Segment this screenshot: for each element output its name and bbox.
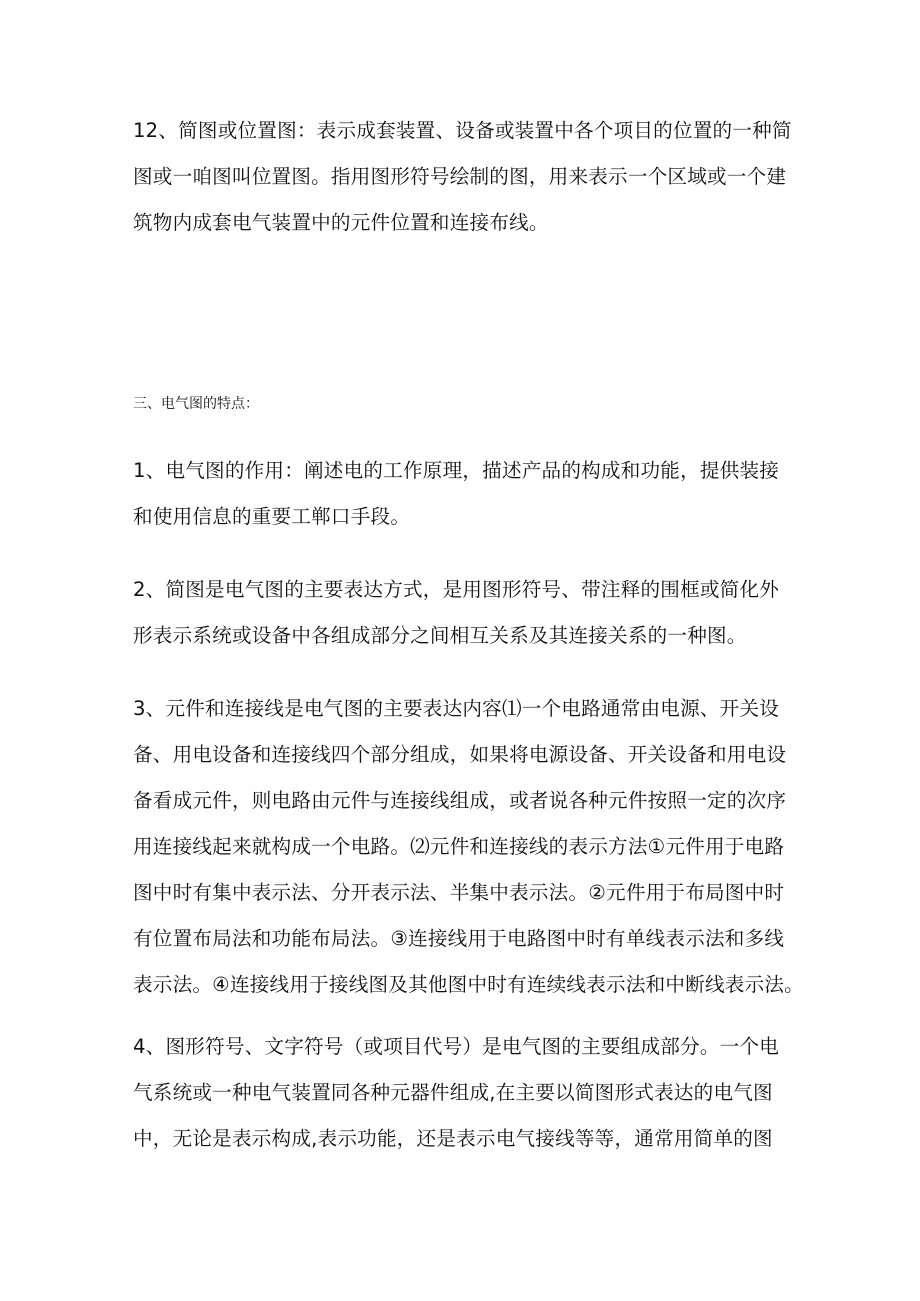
- text-line: 备看成元件，则电路由元件与连接线组成，或者说各种元件按照一定的次序: [133, 789, 787, 812]
- text-line: 有位置布局法和功能布局法。③连接线用于电路图中时有单线表示法和多线: [133, 927, 785, 950]
- text-line: 1、电气图的作用：阐述电的工作原理，描述产品的构成和功能，提供装接: [133, 459, 780, 482]
- text-line: 3、元件和连接线是电气图的主要表达内容⑴一个电路通常由电源、开关设: [133, 697, 780, 720]
- text-line: 4、图形符号、文字符号（或项目代号）是电气图的主要组成部分。一个电: [133, 1035, 780, 1058]
- text-line: 气系统或一种电气装置同各种元器件组成,在主要以简图形式表达的电气图: [133, 1081, 773, 1104]
- text-line: 图中时有集中表示法、分开表示法、半集中表示法。②元件用于布局图中时: [133, 881, 785, 904]
- text-line: 形表示系统或设备中各组成部分之间相互关系及其连接关系的一种图。: [133, 624, 747, 647]
- paragraph-item-12: [133, 108, 793, 246]
- paragraph-item-2: [133, 567, 793, 659]
- text-line: 12、简图或位置图：表示成套装置、设备或装置中各个项目的位置的一种简: [133, 119, 792, 142]
- text-line: 备、用电设备和连接线四个部分组成，如果将电源设备、开关设备和用电设: [133, 743, 787, 766]
- text-line: 2、简图是电气图的主要表达方式，是用图形符号、带注释的围框或简化外: [133, 578, 780, 601]
- paragraph-item-1: [133, 448, 793, 540]
- paragraph-item-3: [133, 686, 804, 1008]
- text-line: 和使用信息的重要工郸口手段。: [133, 505, 411, 528]
- text-line: 筑物内成套电气装置中的元件位置和连接布线。: [133, 211, 549, 234]
- text-line: 图或一咱图叫位置图。指用图形符号绘制的图，用来表示一个区域或一个建: [133, 165, 787, 188]
- paragraph-item-4: [133, 1024, 793, 1162]
- text-line: 表示法。④连接线用于接线图及其他图中时有连续线表示法和中断线表示法。: [133, 973, 804, 996]
- text-line: 用连接线起来就构成一个电路。⑵元件和连接线的表示方法①元件用于电路: [133, 835, 785, 858]
- section-heading: 三、电气图的特点：: [133, 396, 259, 412]
- text-line: 中，无论是表示构成,表示功能，还是表示电气接线等等，通常用简单的图: [133, 1127, 773, 1150]
